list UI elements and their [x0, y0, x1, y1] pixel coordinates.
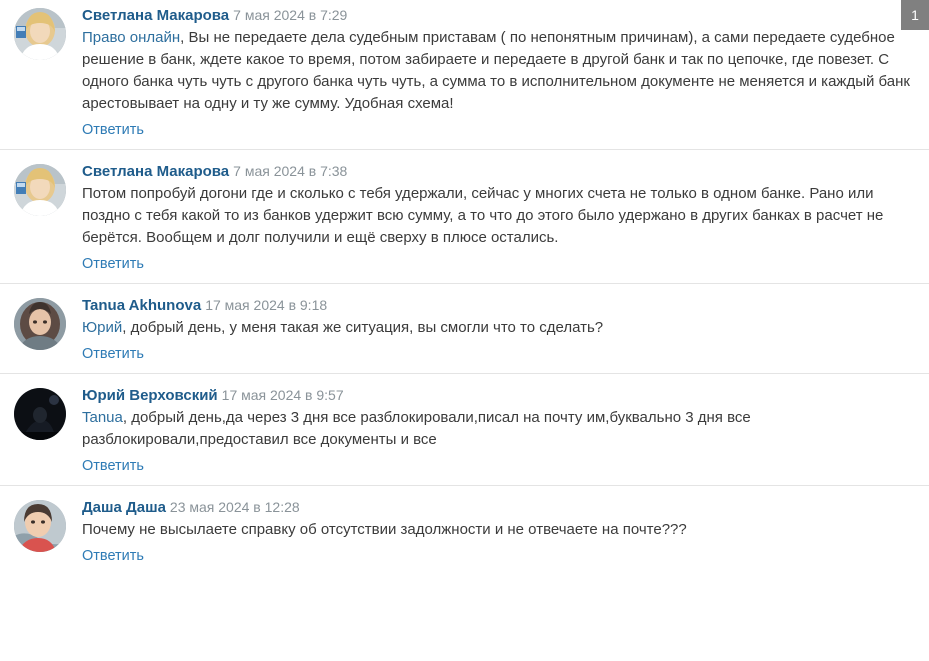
- comment-item: [0, 0, 929, 149]
- comment-author[interactable]: Светлана Макарова: [82, 7, 230, 24]
- comment-text: [82, 183, 915, 249]
- comment-text-body: , добрый день, у меня такая же ситуация, вы смогли что то сделать?: [122, 319, 604, 336]
- comment-meta: [82, 386, 915, 405]
- avatar-wrap: [14, 498, 72, 552]
- comment-text-body: , Вы не передаете дела судебным приставам ( по непонятным причинам), а сами передаете судебное решение в банк, ждете какое то время, потом забираете и передаете в другой банк и так по цепочке, где повезет. С одного банка чуть чуть с другого банка чуть чуть, а сумма то в исполнительном документе не меняется и каждый банк арестовывает на одну и ту же сумму. Удобная схема!: [82, 29, 910, 112]
- comment-text-body: Потом попробуй догони где и сколько с тебя удержали, сейчас у многих счета не только в одном банке. Рано или поздно с тебя какой то из банков удержит всю сумму, а то что до этого было удержано в других банках в расчет не берётся. Вообщем и долг получили и ещё сверху в плюсе остались.: [82, 185, 884, 246]
- comment-author[interactable]: Tanua Akhunova: [82, 297, 202, 314]
- avatar-wrap: [14, 386, 72, 440]
- reply-link[interactable]: Ответить: [82, 346, 144, 362]
- comment-mention[interactable]: Tanua: [82, 409, 123, 426]
- comment-body: [72, 162, 915, 273]
- comment-date: 7 мая 2024 в 7:38: [233, 163, 348, 179]
- comment-date: 23 мая 2024 в 12:28: [169, 499, 300, 515]
- avatar[interactable]: [14, 8, 66, 60]
- comment-author[interactable]: Светлана Макарова: [82, 163, 230, 180]
- comment-author[interactable]: Даша Даша: [82, 499, 166, 516]
- avatar[interactable]: [14, 388, 66, 440]
- comment-item: [0, 283, 929, 373]
- comment-text: [82, 407, 915, 451]
- avatar[interactable]: [14, 164, 66, 216]
- avatar-wrap: [14, 6, 72, 60]
- comment-meta: [82, 6, 915, 25]
- comment-text: [82, 27, 915, 115]
- comment-meta: [82, 296, 915, 315]
- avatar-wrap: [14, 296, 72, 350]
- comment-item: [0, 485, 929, 575]
- comment-body: [72, 296, 915, 363]
- comment-date: 7 мая 2024 в 7:29: [233, 7, 348, 23]
- comment-author[interactable]: Юрий Верховский: [82, 387, 218, 404]
- comment-item: [0, 373, 929, 485]
- comment-text-body: , добрый день,да через 3 дня все разблокировали,писал на почту им,буквально 3 дня все разблокировали,предоставил все документы и все: [82, 409, 751, 448]
- comment-text: [82, 519, 915, 541]
- avatar[interactable]: [14, 500, 66, 552]
- page-counter-badge: 1: [901, 0, 929, 30]
- comment-body: [72, 386, 915, 475]
- reply-link[interactable]: Ответить: [82, 122, 144, 138]
- reply-link[interactable]: Ответить: [82, 458, 144, 474]
- comment-text: [82, 317, 915, 339]
- comment-date: 17 мая 2024 в 9:57: [221, 387, 344, 403]
- comment-meta: [82, 498, 915, 517]
- comment-item: [0, 149, 929, 283]
- comment-mention[interactable]: Юрий: [82, 319, 123, 336]
- comment-date: 17 мая 2024 в 9:18: [205, 297, 328, 313]
- comment-text-body: Почему не высылаете справку об отсутствии задолжности и не отвечаете на почте???: [82, 521, 687, 538]
- avatar[interactable]: [14, 298, 66, 350]
- comment-body: [72, 498, 915, 565]
- comment-body: [72, 6, 915, 139]
- reply-link[interactable]: Ответить: [82, 256, 144, 272]
- avatar-wrap: [14, 162, 72, 216]
- comment-meta: [82, 162, 915, 181]
- comment-mention[interactable]: Право онлайн: [82, 29, 181, 46]
- reply-link[interactable]: Ответить: [82, 548, 144, 564]
